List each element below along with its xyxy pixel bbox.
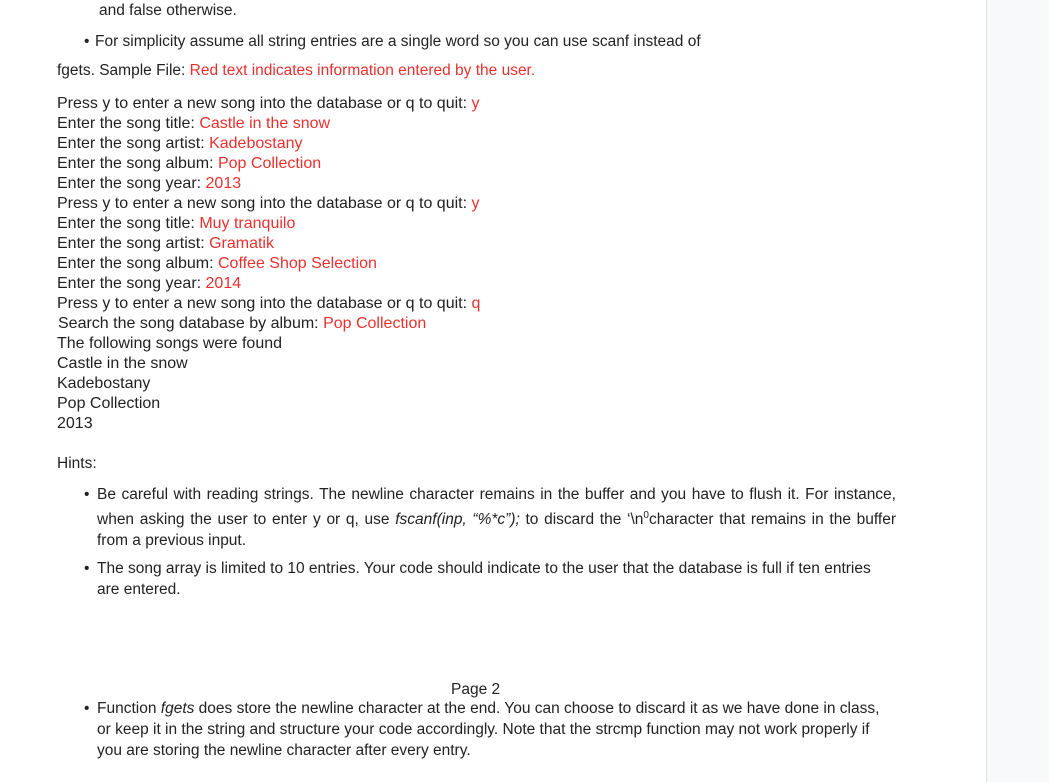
sample-line: Enter the song year: 2013 xyxy=(57,175,242,192)
hint-array-limit: The song array is limited to 10 entries. Your code should indicate to the user that the database is full if ten entries are entered. xyxy=(97,560,871,598)
sample-line: Search the song database by album: Pop Collection xyxy=(58,315,427,332)
sample-line: Press y to enter a new song into the database or q to quit: q xyxy=(57,295,481,312)
sample-line: Enter the song artist: Gramatik xyxy=(57,235,274,252)
bullet-marker: • xyxy=(84,700,90,717)
sample-line: Pop Collection xyxy=(57,395,161,412)
top-fragment: and false otherwise. xyxy=(99,2,237,19)
sample-line: Enter the song album: Coffee Shop Selection xyxy=(57,255,377,272)
sample-line: Enter the song title: Castle in the snow xyxy=(57,115,331,132)
bullet-marker: • xyxy=(84,560,90,577)
sample-prefix: fgets. Sample File: xyxy=(57,62,190,79)
sample-line: Enter the song album: Pop Collection xyxy=(57,155,322,172)
hint-flush-buffer: Be careful with reading strings. The newline character remains in the buffer and you have to flush it. For instance, when asking the user to enter y or q, use fscanf(inp, “%*c”); to discard the ‘$\backslash n^0character$ that remains in the buffer from a previous input. xyxy=(97,486,897,550)
bullet-marker: • xyxy=(84,486,90,503)
sample-line: Kadebostany xyxy=(57,375,151,392)
sample-note: Red text indicates information entered by the user. xyxy=(189,62,536,79)
sample-line: Press y to enter a new song into the database or q to quit: y xyxy=(57,95,480,112)
sample-line: The following songs were found xyxy=(57,335,283,352)
sample-line: 2013 xyxy=(57,415,93,432)
sample-file-line xyxy=(57,61,535,81)
sample-line: Enter the song artist: Kadebostany xyxy=(57,135,303,152)
hints-heading: Hints: xyxy=(57,455,97,472)
sample-line: Castle in the snow xyxy=(57,355,188,372)
sample-line: Press y to enter a new song into the database or q to quit: y xyxy=(57,195,480,212)
hint-fgets-newline: Function fgets does store the newline character at the end. You can choose to discard it as we have done in class, or keep it in the string and structure your code accordingly. Note that the strcmp function may not work properly if you are storing the newline character after every entry. xyxy=(97,700,880,759)
bullet-marker: • xyxy=(84,33,90,50)
sample-line: Enter the song title: Muy tranquilo xyxy=(57,215,296,232)
viewer-scroll-gutter[interactable] xyxy=(986,0,1049,782)
bullet-scanf-text: For simplicity assume all string entries are a single word so you can use scanf instead of xyxy=(95,33,701,50)
sample-line: Enter the song year: 2014 xyxy=(57,275,242,292)
page-number: Page 2 xyxy=(451,681,501,698)
